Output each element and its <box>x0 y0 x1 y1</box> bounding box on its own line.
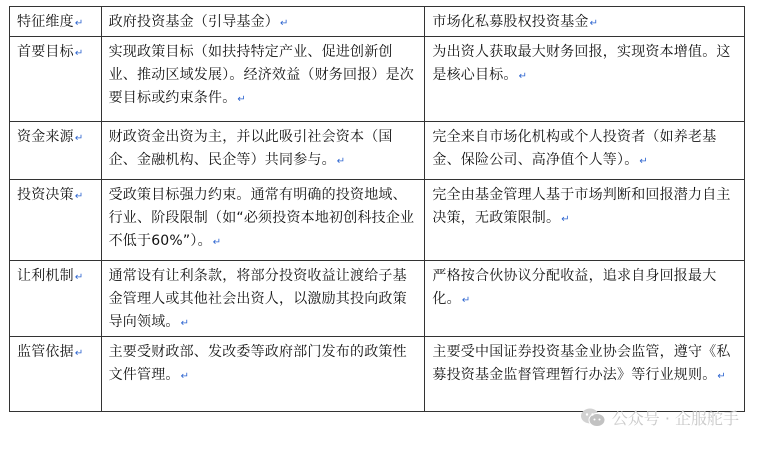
paragraph-mark-icon: ↵ <box>639 156 648 167</box>
paragraph-mark-icon: ↵ <box>74 272 84 283</box>
cell-text: 主要受财政部、发改委等政府部门发布的政策性文件管理。 <box>108 344 407 383</box>
paragraph-mark-icon: ↵ <box>180 371 190 382</box>
header-cell <box>425 7 745 37</box>
row-label-profit-sharing: 让利机制 <box>17 268 74 284</box>
cell-text: 主要受中国证券投资基金业协会监管，遵守《私募投资基金监督管理暂行办法》等行业规则。 <box>432 344 731 383</box>
paragraph-mark-icon: ↵ <box>74 48 84 59</box>
paragraph-mark-icon: ↵ <box>74 348 84 359</box>
row-label-investment-decision: 投资决策 <box>17 187 74 203</box>
cell-text: 通常设有让利条款，将部分投资收益让渡给子基金管理人或其他社会出资人，以激励其投向政策导向领域。 <box>108 268 407 330</box>
row-label-regulation-basis: 监管依据 <box>17 344 74 360</box>
table-row <box>10 261 745 337</box>
cell-text: 为出资人获取最大财务回报，实现资本增值。这是核心目标。 <box>432 44 731 83</box>
header-private-equity-fund: 市场化私募股权投资基金 <box>432 14 589 30</box>
table-row <box>10 337 745 412</box>
header-government-fund: 政府投资基金（引导基金） <box>108 14 279 30</box>
paragraph-mark-icon: ↵ <box>336 156 346 167</box>
paragraph-mark-icon: ↵ <box>180 318 190 329</box>
cell-text: 完全由基金管理人基于市场判断和回报潜力自主决策，无政策限制。 <box>432 187 731 226</box>
paragraph-mark-icon: ↵ <box>717 371 726 382</box>
row-label-cell <box>10 337 102 412</box>
header-cell <box>10 7 102 37</box>
paragraph-mark-icon: ↵ <box>589 18 599 29</box>
cell-text: 实现政策目标（如扶持特定产业、促进创新创业、推动区域发展）。经济效益（财务回报）是次要目标或约束条件。 <box>108 44 414 106</box>
paragraph-mark-icon: ↵ <box>74 133 84 144</box>
table-cell <box>101 122 425 180</box>
table-cell <box>425 261 745 337</box>
table-cell <box>101 37 425 122</box>
row-label-cell <box>10 37 102 122</box>
row-label-fund-source: 资金来源 <box>17 129 74 145</box>
paragraph-mark-icon: ↵ <box>74 191 84 202</box>
cell-text: 财政资金出资为主，并以此吸引社会资本（国企、金融机构、民企等）共同参与。 <box>108 129 393 168</box>
paragraph-mark-icon: ↵ <box>74 18 84 29</box>
watermark-text: 公众号 · 企服舵手 <box>611 409 739 428</box>
table-cell <box>425 122 745 180</box>
paragraph-mark-icon: ↵ <box>518 71 528 82</box>
table-header-row <box>10 7 745 37</box>
table-cell <box>101 261 425 337</box>
table-cell <box>425 37 745 122</box>
paragraph-mark-icon: ↵ <box>212 237 222 248</box>
paragraph-mark-icon: ↵ <box>280 18 289 29</box>
row-label-primary-goal: 首要目标 <box>17 44 74 60</box>
table-row <box>10 180 745 261</box>
comparison-table <box>9 6 745 412</box>
table-cell <box>101 180 425 261</box>
table-cell <box>425 337 745 412</box>
cell-text: 严格按合伙协议分配收益，追求自身回报最大化。 <box>432 268 717 307</box>
paragraph-mark-icon: ↵ <box>461 295 471 306</box>
header-cell <box>101 7 425 37</box>
table-row <box>10 122 745 180</box>
row-label-cell <box>10 122 102 180</box>
cell-text: 完全来自市场化机构或个人投资者（如养老基金、保险公司、高净值个人等）。 <box>432 129 717 168</box>
table-cell <box>425 180 745 261</box>
row-label-cell <box>10 261 102 337</box>
paragraph-mark-icon: ↵ <box>561 214 570 225</box>
cell-text: 受政策目标强力约束。通常有明确的投资地域、行业、阶段限制（如“必须投资本地初创科技企业不低于60%”）。 <box>108 187 415 249</box>
row-label-cell <box>10 180 102 261</box>
paragraph-mark-icon: ↵ <box>237 94 246 105</box>
table-row <box>10 37 745 122</box>
table-cell <box>101 337 425 412</box>
header-dimension: 特征维度 <box>17 14 74 30</box>
